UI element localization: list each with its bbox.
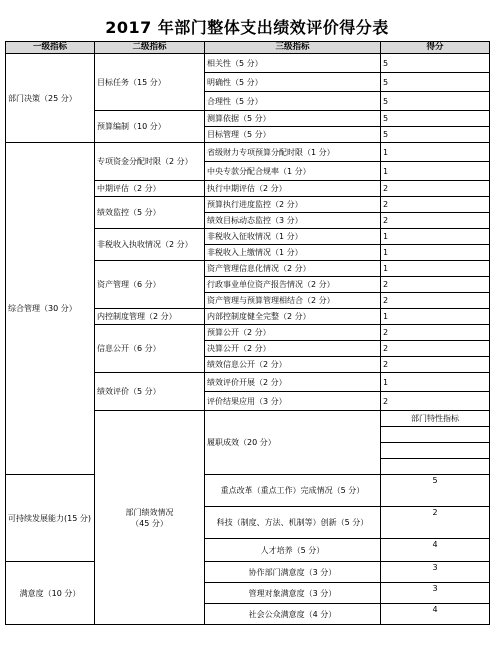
level3-cell: 预算公开（2 分） — [205, 325, 381, 341]
level2-cell: 信息公开（6 分） — [95, 325, 205, 373]
level3-cell: 人才培养（5 分） — [205, 539, 381, 562]
score-cell: 3 — [381, 562, 490, 583]
table-row — [6, 562, 490, 583]
score-cell: 5 — [381, 73, 490, 92]
header-row — [6, 42, 490, 54]
level3-cell: 绩效评价开展（2 分） — [205, 373, 381, 392]
level1-title: 部门绩效情况 — [125, 507, 174, 517]
level3-cell: 科技（制度、方法、机制等）创新（5 分） — [205, 507, 381, 539]
page-title: 2017 年部门整体支出绩效评价得分表 — [105, 18, 389, 37]
level2-cell: 预算编制（10 分） — [95, 111, 205, 143]
level2-cell: 资产管理（6 分） — [95, 261, 205, 309]
score-cell: 5 — [381, 111, 490, 127]
level2-cell: 绩效评价（5 分） — [95, 373, 205, 411]
score-cell: 2 — [381, 277, 490, 293]
table-row — [6, 475, 490, 507]
empty-cell — [381, 459, 490, 475]
score-cell: 3 — [381, 583, 490, 604]
level2-cell: 中期评估（2 分） — [95, 181, 205, 197]
level3-cell: 决算公开（2 分） — [205, 341, 381, 357]
score-cell: 1 — [381, 245, 490, 261]
level3-cell: 行政事业单位资产报告情况（2 分） — [205, 277, 381, 293]
score-cell: 2 — [381, 357, 490, 373]
empty-cell — [381, 427, 490, 443]
level3-cell: 执行中期评估（2 分） — [205, 181, 381, 197]
score-cell: 5 — [381, 475, 490, 507]
level3-cell: 明确性（5 分） — [205, 73, 381, 92]
level2-cell: 满意度（10 分） — [6, 562, 95, 625]
level2-cell: 内控制度管理（2 分） — [95, 309, 205, 325]
score-cell: 2 — [381, 293, 490, 309]
score-cell: 2 — [381, 507, 490, 539]
score-cell: 2 — [381, 213, 490, 229]
level1-cell — [95, 411, 205, 625]
header-level2: 二级指标 — [95, 42, 205, 54]
level3-cell: 重点改革（重点工作）完成情况（5 分） — [205, 475, 381, 507]
header-level3: 三级指标 — [205, 42, 381, 54]
score-cell: 5 — [381, 127, 490, 143]
level1-cell: 部门决策（25 分） — [6, 54, 95, 143]
level3-cell: 测算依据（5 分） — [205, 111, 381, 127]
score-cell: 1 — [381, 261, 490, 277]
level1-subtitle: （45 分） — [131, 518, 168, 528]
score-cell: 2 — [381, 341, 490, 357]
header-score: 得分 — [381, 42, 490, 54]
level2-cell: 绩效监控（5 分） — [95, 197, 205, 229]
score-table — [5, 41, 490, 625]
level3-cell: 非税收入征收情况（1 分） — [205, 229, 381, 245]
level3-cell: 目标管理（5 分） — [205, 127, 381, 143]
level3-cell: 社会公众满意度（4 分） — [205, 604, 381, 625]
score-cell: 5 — [381, 92, 490, 111]
level3-cell: 中央专款分配合规率（1 分） — [205, 162, 381, 181]
level3-cell: 非税收入上缴情况（1 分） — [205, 245, 381, 261]
level3-cell: 合理性（5 分） — [205, 92, 381, 111]
level2-cell: 专项资金分配时限（2 分） — [95, 143, 205, 181]
score-cell: 1 — [381, 373, 490, 392]
level3-cell: 绩效目标动态监控（3 分） — [205, 213, 381, 229]
score-cell: 2 — [381, 197, 490, 213]
score-cell: 4 — [381, 539, 490, 562]
header-level1: 一级指标 — [6, 42, 95, 54]
score-cell: 2 — [381, 325, 490, 341]
level1-cell: 综合管理（30 分） — [6, 143, 95, 475]
level3-cell: 相关性（5 分） — [205, 54, 381, 73]
level2-cell: 可持续发展能力(15 分) — [6, 475, 95, 562]
level2-cell: 目标任务（15 分） — [95, 54, 205, 111]
level3-cell: 内部控制度健全完整（2 分） — [205, 309, 381, 325]
level3-cell: 资产管理信息化情况（2 分） — [205, 261, 381, 277]
level3-cell: 协作部门满意度（3 分） — [205, 562, 381, 583]
level2-cell: 非税收入执收情况（2 分） — [95, 229, 205, 261]
level3-cell: 预算执行进度监控（2 分） — [205, 197, 381, 213]
score-cell: 1 — [381, 162, 490, 181]
table-row — [6, 54, 490, 73]
level3-cell: 部门特性指标 — [381, 411, 490, 427]
level3-cell: 资产管理与预算管理相结合（2 分） — [205, 293, 381, 309]
score-cell: 1 — [381, 143, 490, 162]
level3-cell: 绩效信息公开（2 分） — [205, 357, 381, 373]
score-cell: 5 — [381, 54, 490, 73]
level2-cell: 履职成效（20 分） — [205, 411, 381, 475]
score-cell: 1 — [381, 309, 490, 325]
score-cell: 2 — [381, 181, 490, 197]
score-cell: 1 — [381, 229, 490, 245]
score-cell: 2 — [381, 392, 490, 411]
empty-cell — [381, 443, 490, 459]
score-cell: 4 — [381, 604, 490, 625]
level3-cell: 评价结果应用（3 分） — [205, 392, 381, 411]
level3-cell: 管理对象满意度（3 分） — [205, 583, 381, 604]
table-row — [6, 143, 490, 162]
level3-cell: 省级财力专项预算分配时限（1 分） — [205, 143, 381, 162]
